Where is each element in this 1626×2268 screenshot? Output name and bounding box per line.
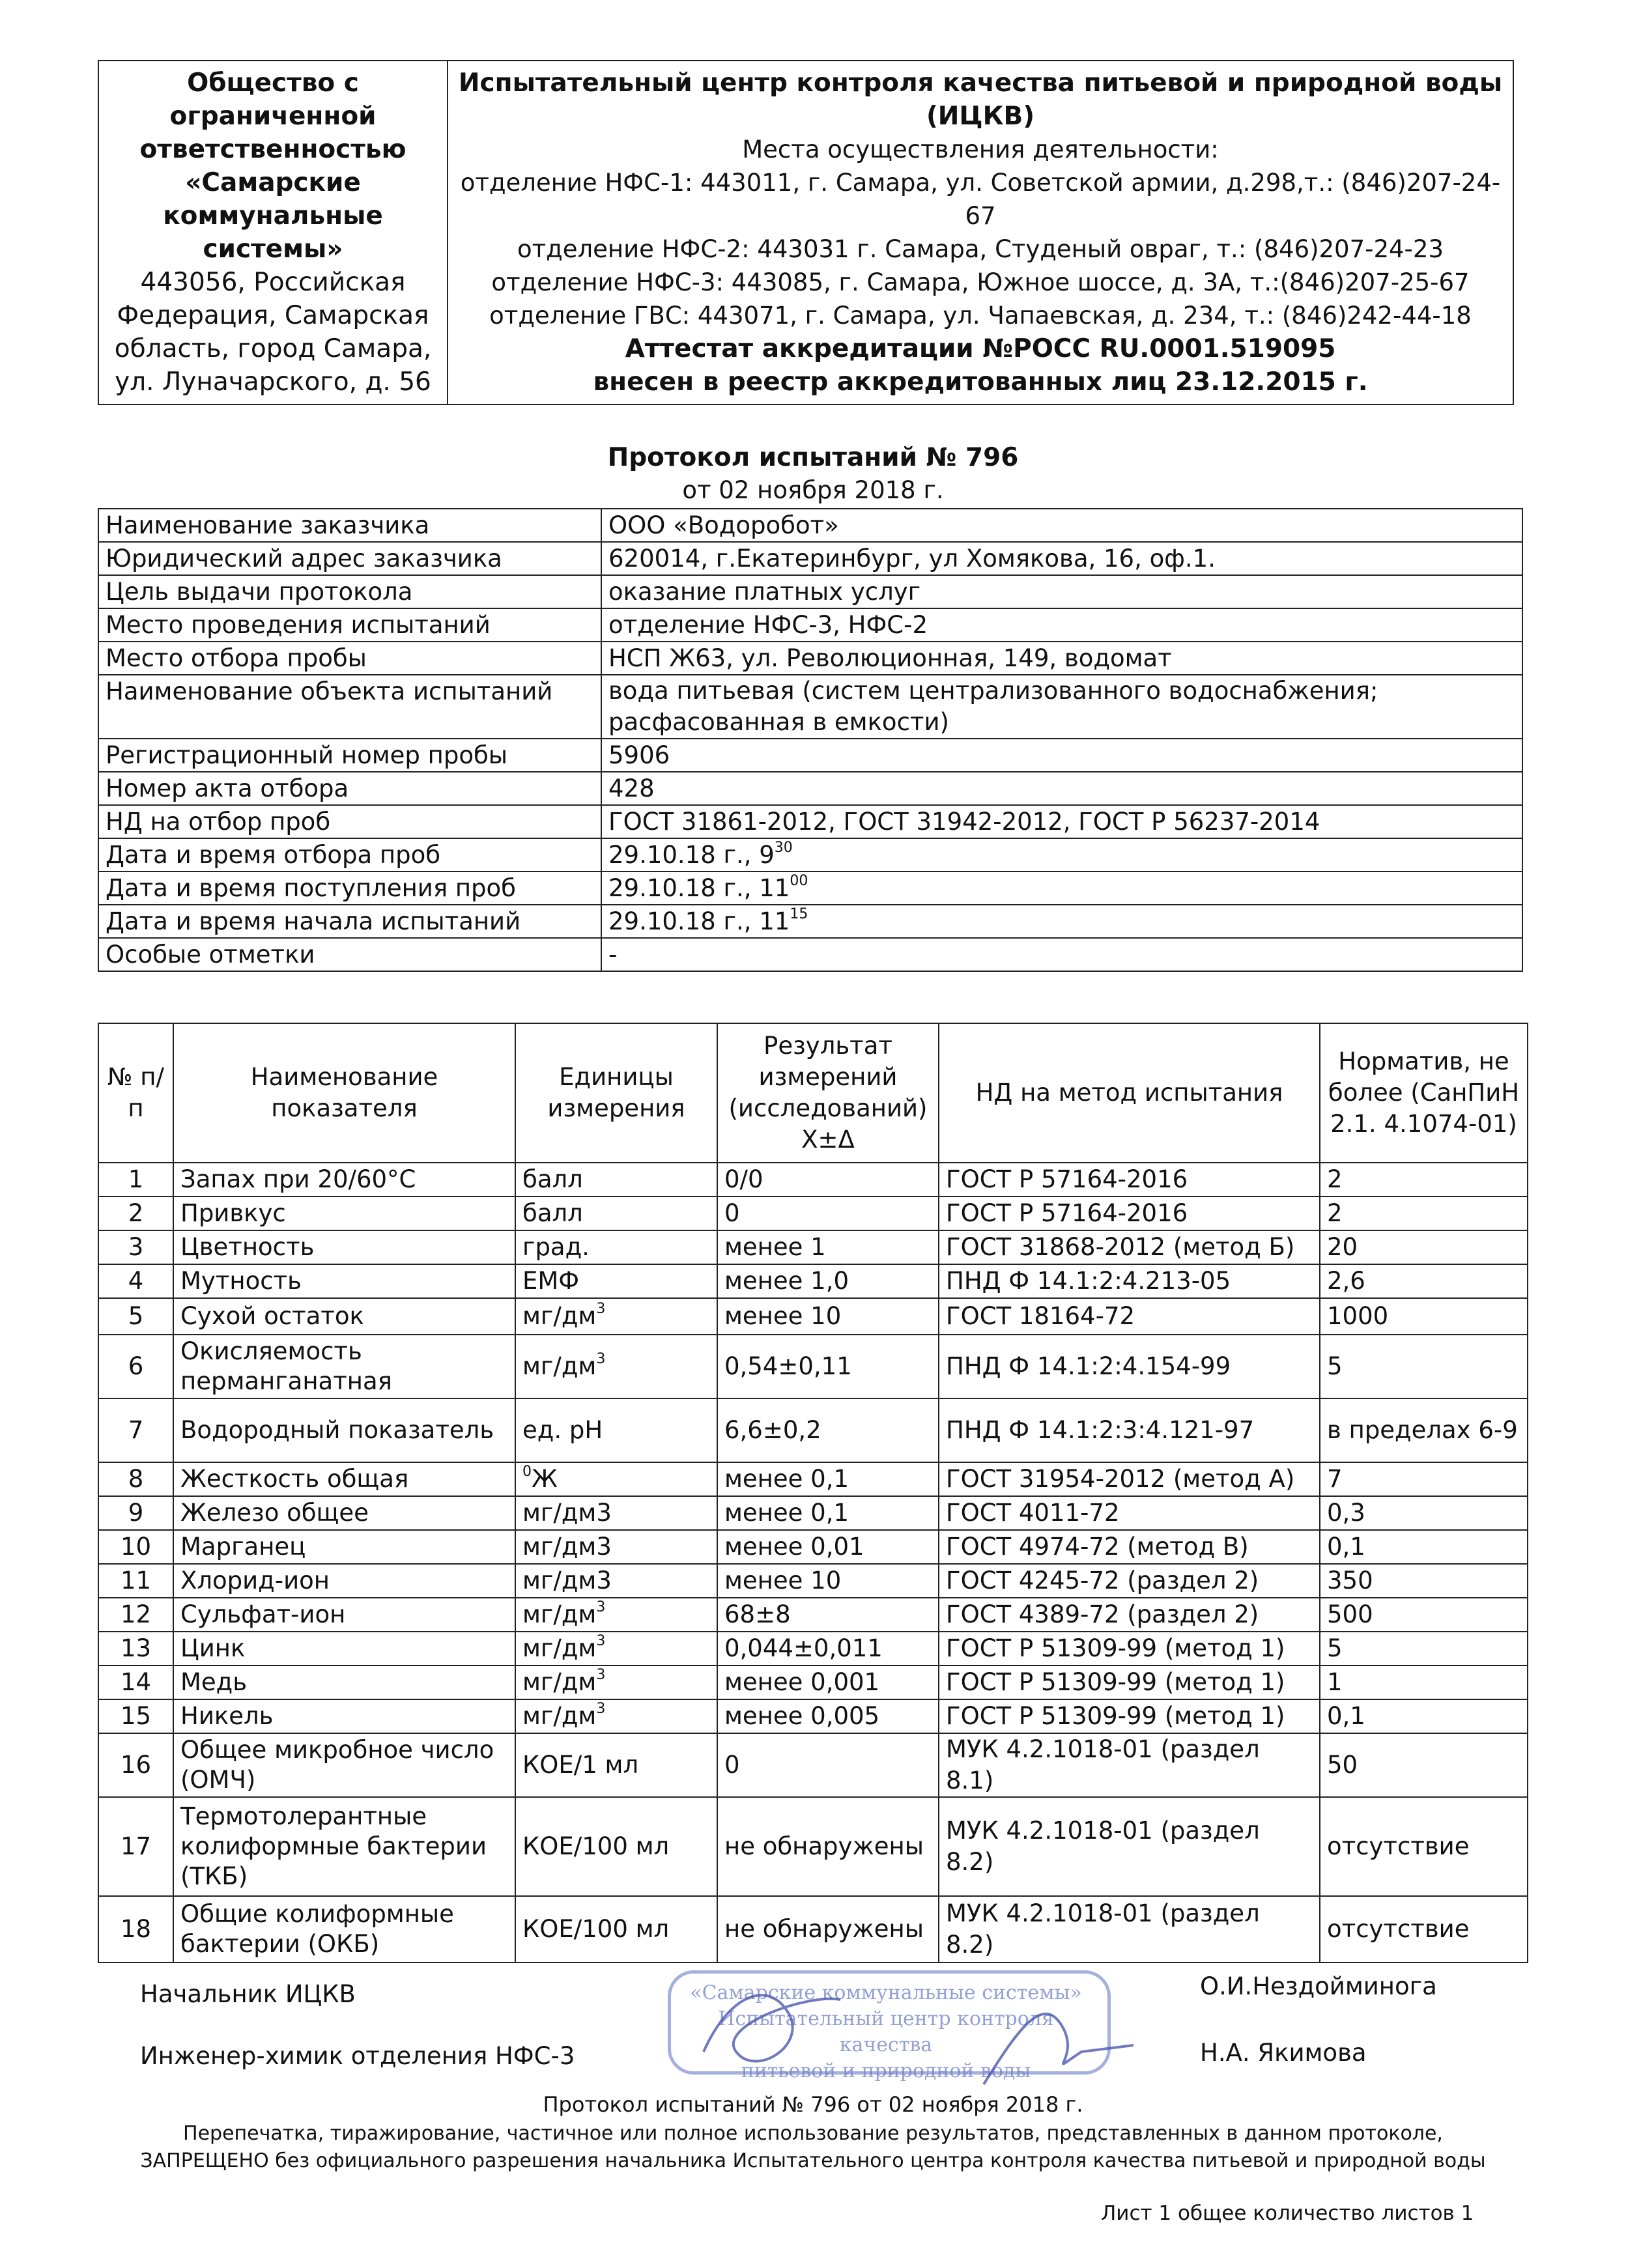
result-row (98, 1197, 1528, 1230)
row-number: 9 (98, 1496, 173, 1530)
test-method: ПНД Ф 14.1:2:4.154-99 (939, 1335, 1320, 1398)
indicator-name: Термотолерантные колиформные бактерии (ТКБ) (173, 1797, 515, 1896)
result-row (98, 1733, 1528, 1797)
result-value: не обнаружены (717, 1896, 939, 1963)
result-row (98, 1462, 1528, 1496)
unit-text: мг/дм (522, 1352, 597, 1380)
info-value-text: 29.10.18 г., 11 (608, 874, 790, 902)
header-num: № п/п (98, 1023, 173, 1163)
info-value-text: 29.10.18 г., 11 (608, 907, 790, 935)
info-row (98, 642, 1522, 675)
info-row (98, 675, 1522, 739)
places-title: Места осуществления деятельности: (742, 135, 1219, 163)
unit-cell (515, 1230, 717, 1264)
unit-text: мг/дм (522, 1302, 597, 1330)
header-box (98, 60, 1514, 405)
info-value (601, 739, 1522, 772)
unit-text: ЕМФ (522, 1267, 580, 1295)
stamp-line: Испытательный центр контроля качества (718, 2007, 1054, 2056)
engineer-name: Н.А. Якимова (1200, 2039, 1367, 2067)
test-method: ГОСТ Р 57164-2016 (939, 1197, 1320, 1230)
unit-text: мг/дм3 (522, 1566, 612, 1595)
result-row (98, 1896, 1528, 1963)
indicator-name: Марганец (173, 1530, 515, 1564)
norm-value: 5 (1320, 1632, 1528, 1666)
info-row (98, 542, 1522, 575)
indicator-name: Цинк (173, 1632, 515, 1666)
info-value (601, 772, 1522, 805)
unit-prefix: 0 (522, 1463, 532, 1480)
unit-cell (515, 1632, 717, 1666)
unit-cell (515, 1163, 717, 1197)
result-row (98, 1699, 1528, 1733)
test-method: ГОСТ Р 57164-2016 (939, 1163, 1320, 1197)
test-method: ГОСТ 18164-72 (939, 1298, 1320, 1335)
unit-text: КОЕ/100 мл (522, 1832, 670, 1860)
row-number: 4 (98, 1264, 173, 1298)
info-key: Особые отметки (98, 938, 601, 971)
unit-cell (515, 1733, 717, 1797)
unit-exponent: 3 (596, 1300, 606, 1317)
norm-value: 500 (1320, 1598, 1528, 1632)
unit-text: Ж (532, 1465, 558, 1493)
test-method: МУК 4.2.1018-01 (раздел 8.1) (939, 1733, 1320, 1797)
protocol-date: от 02 ноября 2018 г. (682, 476, 944, 504)
info-value-text: 29.10.18 г., 9 (608, 841, 775, 869)
result-row (98, 1530, 1528, 1564)
header-unit: Единицы измерения (515, 1023, 717, 1163)
time-minutes: 00 (790, 872, 808, 889)
row-number: 7 (98, 1398, 173, 1462)
row-number: 13 (98, 1632, 173, 1666)
unit-text: мг/дм (522, 1600, 597, 1628)
unit-text: мг/дм (522, 1668, 597, 1696)
info-value-text: вода питьевая (систем централизованного водоснабжения; расфасованная в емкости) (608, 677, 1378, 736)
row-number: 16 (98, 1733, 173, 1797)
lab-name-line1: Испытательный центр контроля качества питьевой и природной воды (458, 68, 1503, 98)
norm-value: 50 (1320, 1733, 1528, 1797)
indicator-name: Окисляемость перманганатная (173, 1335, 515, 1398)
info-row (98, 739, 1522, 772)
info-value (601, 905, 1522, 938)
info-value (601, 805, 1522, 838)
result-value: 0,044±0,011 (717, 1632, 939, 1666)
indicator-name: Сухой остаток (173, 1298, 515, 1335)
norm-value: 0,1 (1320, 1530, 1528, 1564)
info-value (601, 838, 1522, 872)
footer-protocol-ref: Протокол испытаний № 796 от 02 ноября 2018 г. (543, 2092, 1083, 2117)
result-row (98, 1598, 1528, 1632)
info-value-text: 428 (608, 774, 655, 802)
info-key: Наименование заказчика (98, 509, 601, 542)
result-value: менее 1 (717, 1230, 939, 1264)
result-row (98, 1496, 1528, 1530)
info-value (601, 872, 1522, 905)
test-method: ПНД Ф 14.1:2:3:4.121-97 (939, 1398, 1320, 1462)
norm-value: 0,1 (1320, 1699, 1528, 1733)
info-row (98, 838, 1522, 872)
sheet-count: Лист 1 общее количество листов 1 (1101, 2202, 1474, 2225)
unit-text: ед. рН (522, 1416, 603, 1444)
norm-value: 0,3 (1320, 1496, 1528, 1530)
unit-exponent: 3 (596, 1666, 606, 1683)
stamp-line: питьевой и природной воды (741, 2060, 1031, 2082)
footer-notice-line2: ЗАПРЕЩЕНО без официального разрешения начальника Испытательного центра контроля качества питьевой и природной воды (140, 2149, 1486, 2172)
head-name: О.И.Нездойминога (1200, 1972, 1437, 2000)
indicator-name: Водородный показатель (173, 1398, 515, 1462)
indicator-name: Цветность (173, 1230, 515, 1264)
result-value: 0 (717, 1733, 939, 1797)
unit-cell (515, 1896, 717, 1963)
result-row (98, 1335, 1528, 1398)
unit-text: КОЕ/100 мл (522, 1915, 670, 1943)
indicator-name: Медь (173, 1666, 515, 1699)
sample-info-table (98, 508, 1523, 972)
info-key: Место проведения испытаний (98, 608, 601, 642)
unit-text: град. (522, 1233, 590, 1261)
info-key: Дата и время отбора проб (98, 838, 601, 872)
unit-cell (515, 1699, 717, 1733)
row-number: 8 (98, 1462, 173, 1496)
indicator-name: Жесткость общая (173, 1462, 515, 1496)
test-method: ГОСТ 4974-72 (метод В) (939, 1530, 1320, 1564)
row-number: 14 (98, 1666, 173, 1699)
info-value-text: отделение НФС-3, НФС-2 (608, 611, 928, 639)
header-name: Наименование показателя (173, 1023, 515, 1163)
footer-notice-line1: Перепечатка, тиражирование, частичное или полное использование результатов, представленных в данном протоколе, (183, 2122, 1443, 2145)
info-row (98, 905, 1522, 938)
indicator-name: Общее микробное число (ОМЧ) (173, 1733, 515, 1797)
norm-value: 2 (1320, 1197, 1528, 1230)
test-method: ГОСТ 4245-72 (раздел 2) (939, 1564, 1320, 1598)
info-row (98, 872, 1522, 905)
unit-cell (515, 1298, 717, 1335)
registry-line: внесен в реестр аккредитованных лиц 23.12.2015 г. (593, 367, 1368, 397)
test-method: МУК 4.2.1018-01 (раздел 8.2) (939, 1797, 1320, 1896)
result-row (98, 1298, 1528, 1335)
info-key: НД на отбор проб (98, 805, 601, 838)
result-value: менее 10 (717, 1564, 939, 1598)
info-key: Дата и время поступления проб (98, 872, 601, 905)
result-row (98, 1264, 1528, 1298)
norm-value: 2,6 (1320, 1264, 1528, 1298)
norm-value: 350 (1320, 1564, 1528, 1598)
row-number: 11 (98, 1564, 173, 1598)
norm-value: 7 (1320, 1462, 1528, 1496)
result-value: 0/0 (717, 1163, 939, 1197)
result-value: менее 0,01 (717, 1530, 939, 1564)
info-value (601, 608, 1522, 642)
unit-cell (515, 1197, 717, 1230)
header-norm: Норматив, не более (СанПиН 2.1. 4.1074-01) (1320, 1023, 1528, 1163)
norm-value: 1000 (1320, 1298, 1528, 1335)
info-value (601, 675, 1522, 739)
unit-text: мг/дм (522, 1702, 597, 1730)
test-method: ГОСТ Р 51309-99 (метод 1) (939, 1632, 1320, 1666)
info-key: Дата и время начала испытаний (98, 905, 601, 938)
info-row (98, 805, 1522, 838)
test-method: ГОСТ 4389-72 (раздел 2) (939, 1598, 1320, 1632)
engineer-title: Инженер-химик отделения НФС-3 (140, 2042, 575, 2070)
info-row (98, 608, 1522, 642)
indicator-name: Общие колиформные бактерии (ОКБ) (173, 1896, 515, 1963)
head-title: Начальник ИЦКВ (140, 1980, 356, 2008)
result-value: 6,6±0,2 (717, 1398, 939, 1462)
info-key: Регистрационный номер пробы (98, 739, 601, 772)
row-number: 3 (98, 1230, 173, 1264)
unit-text: мг/дм3 (522, 1499, 612, 1527)
row-number: 12 (98, 1598, 173, 1632)
unit-text: КОЕ/1 мл (522, 1751, 639, 1779)
info-row (98, 509, 1522, 542)
norm-value: отсутствие (1320, 1797, 1528, 1896)
test-method: ГОСТ 31954-2012 (метод А) (939, 1462, 1320, 1496)
info-key: Номер акта отбора (98, 772, 601, 805)
unit-text: балл (522, 1165, 583, 1193)
unit-cell (515, 1797, 717, 1896)
info-value (601, 938, 1522, 971)
info-key: Наименование объекта испытаний (98, 675, 601, 739)
row-number: 6 (98, 1335, 173, 1398)
result-value: 0 (717, 1197, 939, 1230)
lab-name-line2: (ИЦКВ) (926, 102, 1035, 131)
stamp-line: «Самарские коммунальные системы» (690, 1981, 1082, 2004)
row-number: 15 (98, 1699, 173, 1733)
norm-value: 1 (1320, 1666, 1528, 1699)
result-row (98, 1564, 1528, 1598)
info-row (98, 772, 1522, 805)
test-method: ГОСТ Р 51309-99 (метод 1) (939, 1699, 1320, 1733)
norm-value: 5 (1320, 1335, 1528, 1398)
unit-exponent: 3 (596, 1700, 606, 1717)
result-row (98, 1797, 1528, 1896)
accreditation-line: Аттестат аккредитации №РОСС RU.0001.519095 (625, 334, 1336, 363)
place-line: отделение НФС-2: 443031 г. Самара, Студеный овраг, т.: (846)207-24-23 (517, 235, 1444, 263)
protocol-title: Протокол испытаний № 796 (607, 443, 1019, 472)
indicator-name: Сульфат-ион (173, 1598, 515, 1632)
info-value-text: ГОСТ 31861-2012, ГОСТ 31942-2012, ГОСТ Р 56237-2014 (608, 808, 1320, 836)
result-row (98, 1163, 1528, 1197)
organization-address: 443056, Российская Федерация, Самарская область, город Самара, ул. Луначарского, д. 56 (114, 268, 432, 397)
test-method: ГОСТ Р 51309-99 (метод 1) (939, 1666, 1320, 1699)
unit-cell (515, 1264, 717, 1298)
result-row (98, 1666, 1528, 1699)
test-method: ГОСТ 31868-2012 (метод Б) (939, 1230, 1320, 1264)
unit-exponent: 3 (596, 1598, 606, 1615)
indicator-name: Мутность (173, 1264, 515, 1298)
row-number: 17 (98, 1797, 173, 1896)
unit-exponent: 3 (596, 1350, 606, 1367)
unit-cell (515, 1462, 717, 1496)
test-method: ПНД Ф 14.1:2:4.213-05 (939, 1264, 1320, 1298)
indicator-name: Запах при 20/60°С (173, 1163, 515, 1197)
info-key: Цель выдачи протокола (98, 575, 601, 608)
unit-cell (515, 1598, 717, 1632)
unit-cell (515, 1564, 717, 1598)
indicator-name: Привкус (173, 1197, 515, 1230)
norm-value: 2 (1320, 1163, 1528, 1197)
result-row (98, 1230, 1528, 1264)
place-line: отделение НФС-3: 443085, г. Самара, Южное шоссе, д. 3А, т.:(846)207-25-67 (491, 268, 1470, 296)
unit-text: балл (522, 1199, 583, 1227)
results-table (98, 1023, 1528, 1963)
indicator-name: Железо общее (173, 1496, 515, 1530)
info-value (601, 575, 1522, 608)
info-value (601, 509, 1522, 542)
place-line: отделение НФС-1: 443011, г. Самара, ул. Советской армии, д.298,т.: (846)207-24-67 (460, 169, 1501, 230)
header-result: Результат измерений (исследований) Х±Δ (717, 1023, 939, 1163)
result-value: менее 1,0 (717, 1264, 939, 1298)
results-header-row (98, 1023, 1528, 1163)
unit-text: мг/дм3 (522, 1533, 612, 1561)
row-number: 2 (98, 1197, 173, 1230)
row-number: 1 (98, 1163, 173, 1197)
test-method: МУК 4.2.1018-01 (раздел 8.2) (939, 1896, 1320, 1963)
unit-exponent: 3 (596, 1632, 606, 1649)
info-key: Юридический адрес заказчика (98, 542, 601, 575)
info-value-text: ООО «Водоробот» (608, 511, 839, 539)
info-key: Место отбора пробы (98, 642, 601, 675)
info-row (98, 938, 1522, 971)
info-value (601, 542, 1522, 575)
test-method: ГОСТ 4011-72 (939, 1496, 1320, 1530)
unit-cell (515, 1666, 717, 1699)
norm-value: в пределах 6-9 (1320, 1398, 1528, 1462)
row-number: 5 (98, 1298, 173, 1335)
indicator-name: Никель (173, 1699, 515, 1733)
unit-cell (515, 1496, 717, 1530)
info-value-text: 5906 (608, 741, 670, 769)
result-value: менее 0,1 (717, 1496, 939, 1530)
result-value: не обнаружены (717, 1797, 939, 1896)
laboratory-cell (448, 61, 1513, 404)
norm-value: 20 (1320, 1230, 1528, 1264)
info-value-text: НСП Ж63, ул. Революционная, 149, водомат (608, 644, 1172, 672)
result-value: менее 0,1 (717, 1462, 939, 1496)
result-value: менее 0,005 (717, 1699, 939, 1733)
header-method: НД на метод испытания (939, 1023, 1320, 1163)
unit-cell (515, 1530, 717, 1564)
info-value-text: оказание платных услуг (608, 578, 921, 606)
organization-cell (98, 61, 448, 404)
info-row (98, 575, 1522, 608)
info-value-text: - (608, 941, 618, 969)
organization-name: Общество с ограниченной ответственностью «Самарские коммунальные системы» (139, 68, 406, 264)
indicator-name: Хлорид-ион (173, 1564, 515, 1598)
row-number: 18 (98, 1896, 173, 1963)
unit-cell (515, 1398, 717, 1462)
unit-text: мг/дм (522, 1634, 597, 1662)
result-value: менее 10 (717, 1298, 939, 1335)
result-value: 68±8 (717, 1598, 939, 1632)
result-value: 0,54±0,11 (717, 1335, 939, 1398)
signature-scribbles (678, 1954, 1173, 2104)
result-row (98, 1632, 1528, 1666)
row-number: 10 (98, 1530, 173, 1564)
info-value (601, 642, 1522, 675)
result-row (98, 1398, 1528, 1462)
info-value-text: 620014, г.Екатеринбург, ул Хомякова, 16, оф.1. (608, 545, 1216, 573)
result-value: менее 0,001 (717, 1666, 939, 1699)
place-line: отделение ГВС: 443071, г. Самара, ул. Чапаевская, д. 234, т.: (846)242-44-18 (489, 302, 1472, 330)
unit-cell (515, 1335, 717, 1398)
time-minutes: 30 (774, 839, 793, 856)
time-minutes: 15 (790, 905, 808, 922)
norm-value: отсутствие (1320, 1896, 1528, 1963)
